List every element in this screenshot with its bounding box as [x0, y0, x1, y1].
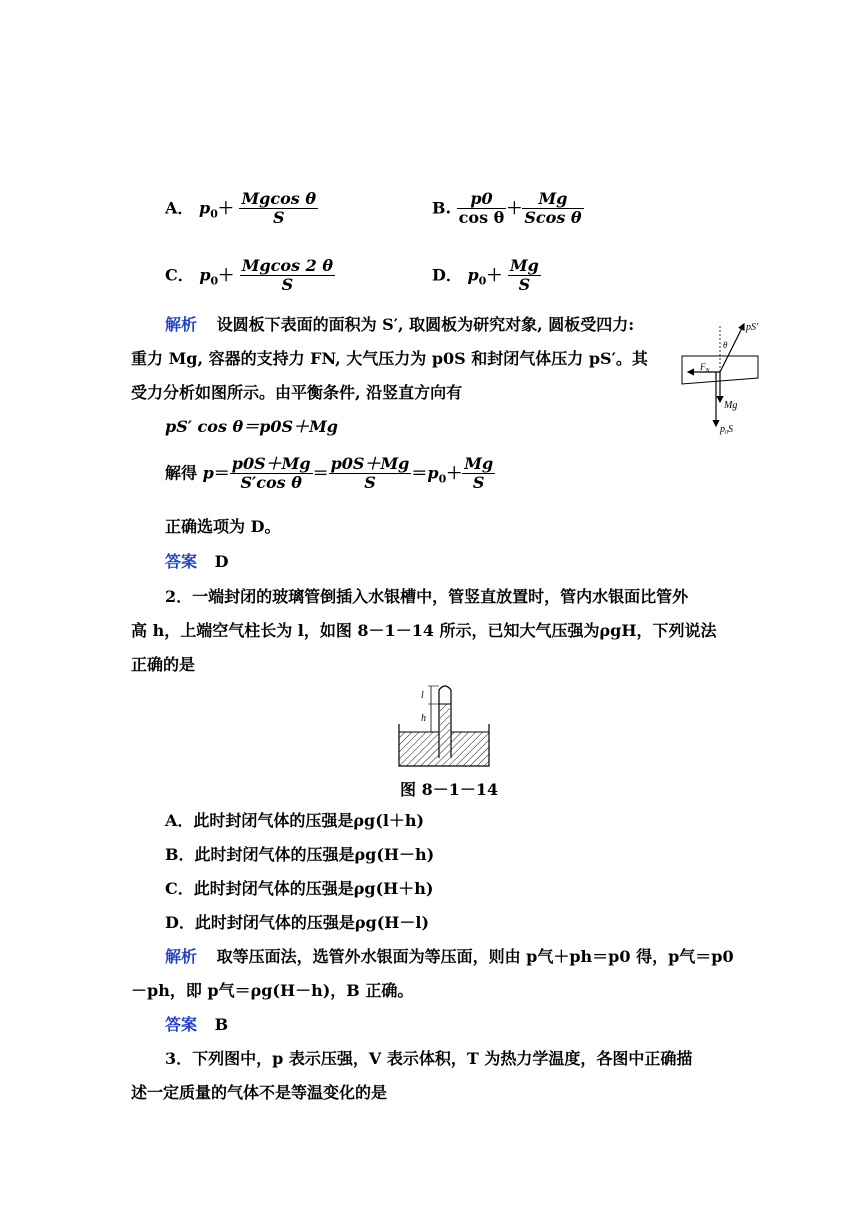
- label-l: l: [421, 690, 424, 701]
- q2-option-c: C．此时封闭气体的压强是ρg(H＋h): [165, 879, 434, 898]
- answer-tag: 答案: [165, 1015, 198, 1034]
- option-a-fraction: $\frac{\text{Mgcos θ}}{S}$: [241, 189, 316, 228]
- force-diagram: [676, 318, 776, 436]
- option-b: B. $\frac{p0}{\text{cos θ}}$ ＋ $\frac{Mg}{\text{Scos θ}}$: [432, 189, 582, 228]
- label-p0s: $p_0S$: [720, 424, 733, 436]
- label-theta: θ: [723, 340, 728, 350]
- figure-caption: 图 8－1－14: [400, 780, 499, 799]
- option-c-fraction: $\frac{Mgcos 2 \theta}{S}$: [241, 256, 334, 295]
- eq2-fraction-3: $\frac{Mg}{S}$: [464, 454, 494, 493]
- q2-option-d: D．此时封闭气体的压强是ρg(H－l): [165, 913, 430, 932]
- q2-option-a: A．此时封闭气体的压强是ρg(l＋h): [165, 811, 425, 830]
- q1-solution-line2: 重力 Mg, 容器的支持力 FN, 大气压力为 p0S 和封闭气体压力 pS′。其: [131, 349, 648, 368]
- solution-tag: 解析: [165, 947, 198, 966]
- q3-stem-line1: 3．下列图中，p 表示压强，V 表示体积，T 为热力学温度，各图中正确描: [165, 1049, 693, 1068]
- q2-solution-line1: 解析 取等压面法，选管外水银面为等压面，则由 p气＋ph＝p0 得，p气＝p0: [165, 947, 734, 966]
- q1-equation-2: 解得 p＝ $\frac{p0S+Mg}{\text{S′cos θ}}$ ＝ $\frac{p0S+Mg}{S}$ $=p_0+$ $\frac{Mg}{S}$: [165, 454, 494, 493]
- option-b-fraction-2: $\frac{Mg}{\text{Scos θ}}$: [524, 189, 582, 228]
- answer-tag: 答案: [165, 552, 198, 571]
- option-c: C． $p_0+$ $\frac{Mgcos 2 \theta}{S}$: [165, 256, 334, 295]
- q1-solution-line1: 解析 设圆板下表面的面积为 S′, 取圆板为研究对象, 圆板受四力:: [165, 315, 635, 334]
- q1-solution-line3: 受力分析如图所示。由平衡条件, 沿竖直方向有: [131, 383, 463, 402]
- option-d-fraction: $\frac{Mg}{S}$: [509, 256, 539, 295]
- q1-equation-1: pS′ cos θ＝p0S＋Mg: [165, 417, 338, 436]
- label-h: h: [421, 713, 426, 724]
- q1-answer: 答案 D: [165, 552, 229, 571]
- option-d: D． $p_0+$ $\frac{Mg}{S}$: [432, 256, 539, 295]
- label-mg: Mg: [724, 400, 738, 411]
- q2-option-b: B．此时封闭气体的压强是ρg(H－h): [165, 845, 435, 864]
- q2-stem-line3: 正确的是: [131, 655, 196, 674]
- option-b-fraction-1: $\frac{p0}{\text{cos θ}}$: [458, 189, 505, 228]
- q3-stem-line2: 述一定质量的气体不是等温变化的是: [131, 1083, 388, 1102]
- q2-stem-line1: 2．一端封闭的玻璃管倒插入水银槽中，管竖直放置时，管内水银面比管外: [165, 587, 689, 606]
- q2-answer: 答案 B: [165, 1015, 229, 1034]
- eq2-fraction-2: $\frac{p0S+Mg}{S}$: [330, 454, 410, 493]
- eq2-fraction-1: $\frac{p0S+Mg}{\text{S′cos θ}}$: [231, 454, 311, 493]
- q2-stem-line2: 高 h，上端空气柱长为 l，如图 8－1－14 所示，已知大气压强为ρgH，下列说法: [131, 621, 717, 640]
- option-a: A． $p_0+$ $\frac{\text{Mgcos θ}}{S}$: [165, 189, 316, 228]
- solution-tag: 解析: [165, 315, 198, 334]
- label-fn: $F_N$: [700, 362, 710, 374]
- q2-solution-line2: －ph，即 p气＝ρg(H－h)，B 正确。: [131, 981, 414, 1000]
- mercury-tube-figure: [395, 678, 493, 770]
- q1-conclusion: 正确选项为 D。: [165, 517, 281, 536]
- label-ps-prime: pS′: [746, 322, 759, 333]
